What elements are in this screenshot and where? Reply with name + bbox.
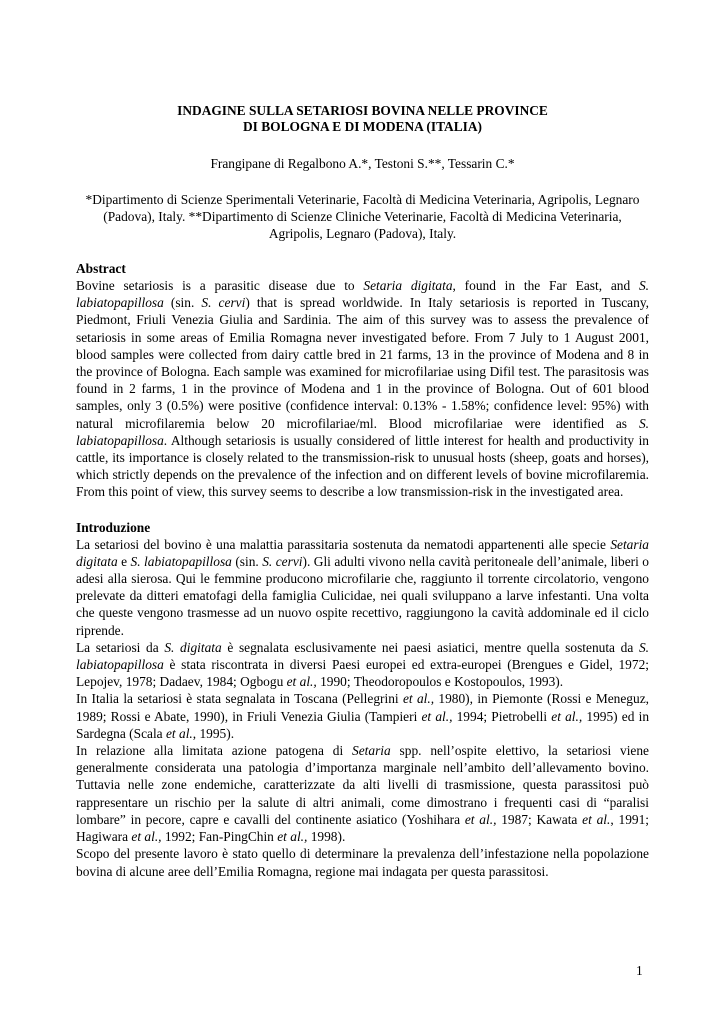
italic-term: Setaria — [352, 743, 391, 759]
abstract-text: Bovine setariosis is a parasitic disease due to Setaria digitata, found in the Far East, and S. labiatopapillosa (sin. S. cervi) that is spread worldwide. In Italy setariosis is reported in Tuscany, Piedmont, Friuli Venezia Giulia and Sardinia. The aim of this survey was to assess the prevalence of setariosis in some areas of Emilia Romagna never investigated before. From 7 July to 1 August 2001, blood samples were collected from dairy cattle bred in 21 farms, 13 in the province of Modena and 8 in the province of Bologna. Each sample was examined for microfilariae using Difil test. The parasitosis was found in 2 farms, 1 in the province of Modena and 1 in the province of Bologna. Out of 601 blood samples, only 3 (0.5%) were positive (confidence interval: 0.13% - 1.58%; confidence level: 95%) with natural microfilaremia below 20 microfilariae/ml. Blood microfilariae were identified as S. labiatopapillosa. Although setariosis is usually considered of little interest for health and productivity in cattle, its importance is closely related to the transmission-risk to unusual hosts (sheep, goats and horses), which strictly depends on the prevalence of the infection and on different levels of bovine microfilaremia. From this point of view, this survey seems to describe a low transmission-risk in the investigated area. — [76, 278, 649, 500]
italic-term: et al., — [286, 674, 317, 690]
introduction-paragraph: In relazione alla limitata azione patogena di Setaria spp. nell’ospite elettivo, la setariosi viene generalmente considerata una patologia d’importanza marginale nell’ambito dell’allevamento bovino. Tuttavia nelle zone endemiche, caratterizzate da alti livelli di trasmissione, questa parassitosi può rappresentare un rischio per la salute di altri animali, come dimostrano i frequenti casi di “paralisi lombare” in pecore, capre e cavalli del continente asiatico (Yoshihara et al., 1987; Kawata et al., 1991; Hagiwara et al., 1992; Fan-PingChin et al., 1998). — [76, 743, 650, 845]
italic-term: S. labiatopapillosa — [76, 415, 649, 448]
introduction-heading: Introduzione — [76, 519, 151, 535]
italic-term: S. cervi — [201, 295, 246, 311]
italic-term: S. digitata — [164, 639, 222, 655]
italic-term: Setaria digitata — [363, 278, 453, 293]
italic-term: et al., — [464, 811, 497, 827]
italic-term: et al. — [582, 811, 611, 827]
italic-term: et al., — [402, 691, 435, 707]
introduction-paragraph: Scopo del presente lavoro è stato quello di determinare la prevalenza dell’infestazione nella popolazione bovina di alcune aree dell’Emilia Romagna, regione mai indagata per questa parassitosi. — [76, 846, 649, 879]
affiliations: *Dipartimento di Scienze Sperimentali Veterinarie, Facoltà di Medicina Veterinaria, Agripolis, Legnaro (Padova), Italy. **Dipartimento di Scienze Cliniche Veterinarie, Facoltà di Medicina Veterinaria, Agripolis, Legnaro (Padova), Italy. — [85, 192, 640, 241]
paper-title — [76, 103, 649, 135]
page-number: 1 — [636, 963, 643, 978]
author-list: Frangipane di Regalbono A.*, Testoni S.**, Tessarin C.* — [210, 156, 515, 171]
italic-term: S. labiatopapillosa — [76, 278, 649, 311]
introduction-paragraph: La setariosi da S. digitata è segnalata esclusivamente nei paesi asiatici, mentre quella sostenuta da S. labiatopapillosa è stata riscontrata in diversi Paesi europei ed extra-europei (Brengues e Gidel, 1972; Lepojev, 1978; Dadaev, 1984; Ogbogu et al., 1990; Theodoropoulos e Kostopoulos, 1993). — [76, 639, 649, 690]
italic-term: et al., — [421, 708, 453, 724]
italic-term: S. labiatopapillosa — [76, 639, 649, 673]
introduction-paragraph: La setariosi del bovino è una malattia parassitaria sostenuta da nematodi appartenenti alle specie Setaria digitata e S. labiatopapillosa (sin. S. cervi). Gli adulti vivono nella cavità peritoneale dell’animale, liberi o adesi alla sierosa. Qui le femmine producono microfilarie che, raggiunto il torrente circolatorio, vengono prelevate da ditteri ematofagi della famiglia Culicidae, nei quali sviluppano a larve infestanti. Una volta che queste vengono trasmesse ad un nuovo ospite recettivo, raggiungono la cavità addominale ed il ciclo riprende. — [76, 536, 650, 638]
italic-term: Setaria digitata — [76, 536, 649, 569]
title-line-2: DI BOLOGNA E DI MODENA (ITALIA) — [243, 119, 482, 134]
title-line-1: INDAGINE SULLA SETARIOSI BOVINA NELLE PROVINCE — [177, 103, 548, 118]
introduction-section — [76, 519, 649, 880]
italic-term: et al., — [277, 829, 308, 845]
italic-term: S. labiatopapillosa — [130, 553, 232, 569]
introduction-paragraph: In Italia la setariosi è stata segnalata in Toscana (Pellegrini et al., 1980), in Piemonte (Rossi e Meneguz, 1989; Rossi e Abate, 1990), in Friuli Venezia Giulia (Tampieri et al., 1994; Pietrobelli et al., 1995) ed in Sardegna (Scala et al., 1995). — [76, 691, 650, 741]
abstract-heading: Abstract — [76, 261, 126, 276]
paper-page — [76, 103, 649, 880]
italic-term: et al., — [551, 708, 583, 724]
italic-term: et al., — [131, 829, 162, 845]
italic-term: et al. — [165, 725, 193, 741]
abstract-section — [76, 260, 649, 501]
italic-term: S. cervi — [262, 553, 303, 569]
